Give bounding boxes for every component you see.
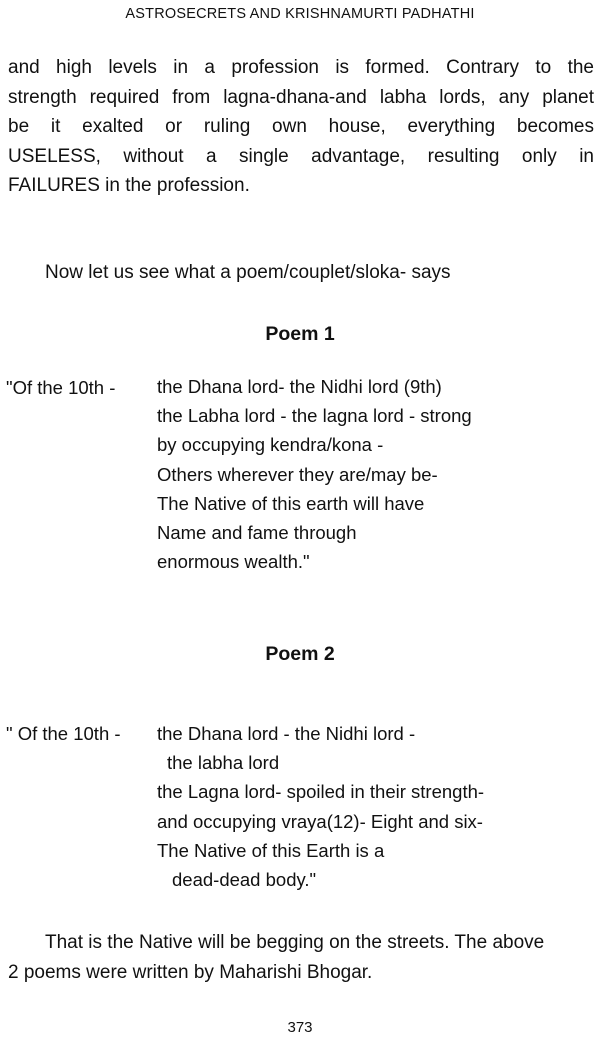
closing-paragraph xyxy=(8,928,594,987)
poem2-title: Poem 2 xyxy=(265,643,335,665)
intro-paragraph xyxy=(8,53,594,201)
poem2-line: the Dhana lord - the Nidhi lord - xyxy=(157,723,416,744)
intro-line xyxy=(8,53,594,83)
poem1-verse xyxy=(157,372,472,576)
closing-line: That is the Native will be begging on the streets. The above xyxy=(45,932,545,953)
poem2-prefix: " Of the 10th - xyxy=(6,723,121,744)
poem1-line: enormous wealth." xyxy=(157,551,310,573)
poem1-line: the Labha lord - the lagna lord - strong xyxy=(157,405,472,427)
poem2-line: the labha lord xyxy=(167,752,280,774)
intro-line-text: and high levels in a profession is formed. Contrary to the xyxy=(8,57,594,78)
poem2-line: The Native of this Earth is a xyxy=(157,839,385,861)
intro-line: FAILURES in the profession. xyxy=(8,175,250,196)
poem2-line: and occupying vraya(12)- Eight and six- xyxy=(157,810,483,832)
poem1-prefix: "Of the 10th - xyxy=(6,377,116,398)
poem1-line: the Dhana lord- the Nidhi lord (9th) xyxy=(157,376,442,397)
poem2-line: the Lagna lord- spoiled in their strength- xyxy=(157,781,485,803)
poem-lead-in: Now let us see what a poem/couplet/sloka- says xyxy=(45,262,451,283)
poem1-line: by occupying kendra/kona - xyxy=(157,434,384,456)
poem2-line: dead-dead body." xyxy=(172,869,317,891)
poem1-line: The Native of this earth will have xyxy=(157,492,425,514)
intro-line: strength required from lagna-dhana-and labha lords, any planet xyxy=(8,86,594,108)
poem1-line: Name and fame through xyxy=(157,522,357,544)
poem2-verse xyxy=(157,719,484,894)
poem1-line: Others wherever they are/may be- xyxy=(157,463,438,485)
intro-line: USELESS, without a single advantage, resulting only in xyxy=(8,145,594,167)
closing-line: 2 poems were written by Maharishi Bhogar. xyxy=(8,961,373,983)
intro-line: be it exalted or ruling own house, everything becomes xyxy=(8,116,594,137)
running-head: ASTROSECRETS AND KRISHNAMURTI PADHATHI xyxy=(125,6,475,22)
page-number: 373 xyxy=(287,1019,313,1036)
poem1-title: Poem 1 xyxy=(265,323,335,345)
